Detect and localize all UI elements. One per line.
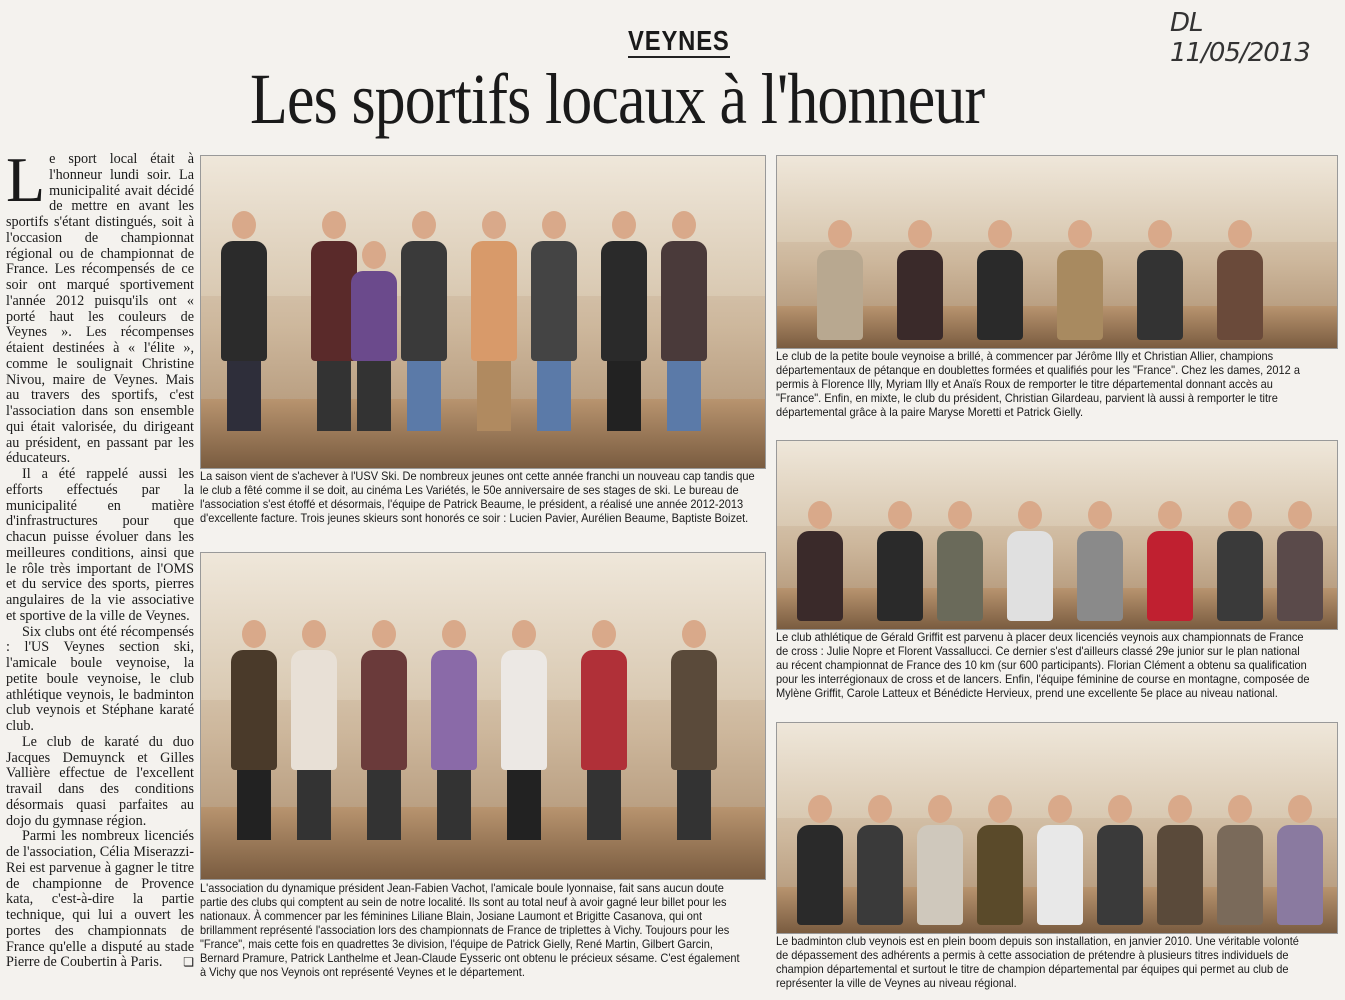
article-paragraph: Parmi les nombreux licenciés de l'association, Célia Miserazzi-Rei est parvenue à gagner le titre de championne de Provence kata, c'est-à-dire la partie technique, qui lui a ouvert les portes des championnats de France qu'elle a disputé au stade Pierre de Coubertin à Paris. ❏ bbox=[6, 828, 194, 971]
caption-amicale-boule: L'association du dynamique président Jean-Fabien Vachot, l'amicale boule lyonnaise, fait sans aucun doute partie des clubs qui comptent au sein de notre localité. Ils sont au total neuf à avoir gagné leur billet pour les nationaux. À commencer par les féminines Liliane Blain, Josiane Laumont et Brigitte Casanova, qui ont brillamment représenté l'association lors des championnats de France de triplettes à Vichy. Toujours pour les "France", mais cette fois en quadrettes 3e division, l'équipe de Patrick Gielly, René Martin, Gilbert Garcin, Bernard Pramure, Patrick Lanthelme et Jean-Claude Eysseric ont obtenu le précieux sésame. C'est également à Vichy que nos Veynois ont représenté Veynes et le département. bbox=[200, 882, 740, 979]
photo-ski-club bbox=[200, 155, 766, 469]
photo-amicale-boule bbox=[200, 552, 766, 880]
photo-petite-boule bbox=[776, 155, 1338, 349]
article-paragraph: Le sport local était à l'honneur lundi soir. La municipalité avait décidé de mettre en avant les sportifs s'étant distingués, soit à l'occasion de championnat régional ou de championnat de France. Les récompensés de ce soir ont marqué sportivement l'année 2012 puisqu'ils ont « porté haut les couleurs de Veynes ». Les récompenses étaient destinées à « l'élite », comme le soulignait Christine Nivou, maire de Veynes. Mais au travers des sportifs, c'est l'association dans son ensemble qui était valorisée, du dirigeant au président, en passant par les éducateurs. bbox=[6, 152, 194, 467]
handwritten-date: DL 11/05/2013 bbox=[1170, 8, 1310, 68]
end-mark-icon: ❏ bbox=[183, 955, 194, 970]
drop-cap: L bbox=[6, 152, 46, 215]
caption-badminton-club: Le badminton club veynois est en plein boom depuis son installation, en janvier 2010. Une véritable volonté de dépassement des adhérents a permis à cette association de prétendre à plusieurs titres individuels de champion départemental et surtout le titre de champion départemental par équipes qui permet au club de représenter la ville de Veynes au niveau régional. bbox=[776, 935, 1299, 990]
caption-petite-boule: Le club de la petite boule veynoise a brillé, à commencer par Jérôme Illy et Christian Allier, champions départementaux de pétanque en doublettes formées et qualifiés pour les "France". Chez les dames, 2012 a permis à Florence Illy, Myriam Illy et Anaïs Roux de remporter le titre départemental donnant accès au "France". Enfin, en mixte, le club du président, Christian Gilardeau, parvient là aussi à remporter le titre départemental grâce à la paire Maryse Moretti et Patrick Gielly. bbox=[776, 350, 1300, 419]
page-title: Les sportifs locaux à l'honneur bbox=[250, 59, 985, 139]
article-paragraph: Le club de karaté du duo Jacques Demuynck et Gilles Vallière effectue de l'excellent travail dans des conditions désormais quasi parfaites au dojo du gymnase région. bbox=[6, 733, 194, 829]
photo-badminton-club bbox=[776, 722, 1338, 934]
article-paragraph: Six clubs ont été récompensés : l'US Veynes section ski, l'amicale boule veynoise, la petite boule veynoise, le club athlétique veynois, le badminton club veynois et Stéphane karaté club. bbox=[6, 623, 194, 734]
section-label: VEYNES bbox=[628, 25, 730, 56]
article-paragraph: Il a été rappelé aussi les efforts effectués par la municipalité en matière d'infrastructures pour que chacun puisse évoluer dans les meilleures conditions, ainsi que le rôle très important de l'OMS et du service des sports, pierres angulaires de la vie associative et sportive de la ville de Veynes. bbox=[6, 466, 194, 624]
photo-club-athletique bbox=[776, 440, 1338, 630]
article-body bbox=[6, 152, 194, 998]
caption-ski-club: La saison vient de s'achever à l'USV Ski. De nombreux jeunes ont cette année franchi un nouveau cap tandis que le club a fêté comme il se doit, au cinéma Les Variétés, le 50e anniversaire de ses stages de ski. Le bureau de l'association s'est étoffé et désormais, l'équipe de Patrick Beaume, le président, a réalisé une année 2012-2013 d'excellente facture. Trois jeunes skieurs sont honorés ce soir : Lucien Pavier, Aurélien Beaume, Baptiste Boizet. bbox=[200, 470, 755, 525]
caption-club-athletique: Le club athlétique de Gérald Griffit est parvenu à placer deux licenciés veynois aux championnats de France de cross : Julie Nopre et Florent Vassallucci. Ce dernier s'est d'ailleurs classé 29e junior sur le plan national au récent championnat de France des 10 km (sur 600 participants). Florian Clément a obtenu sa qualification pour les interrégionaux de cross et de lancers. Enfin, l'équipe féminine de course en montagne, composée de Mylène Griffit, Carole Latteux et Bénédicte Hervieux, prend une excellente 5e place au niveau national. bbox=[776, 631, 1310, 700]
